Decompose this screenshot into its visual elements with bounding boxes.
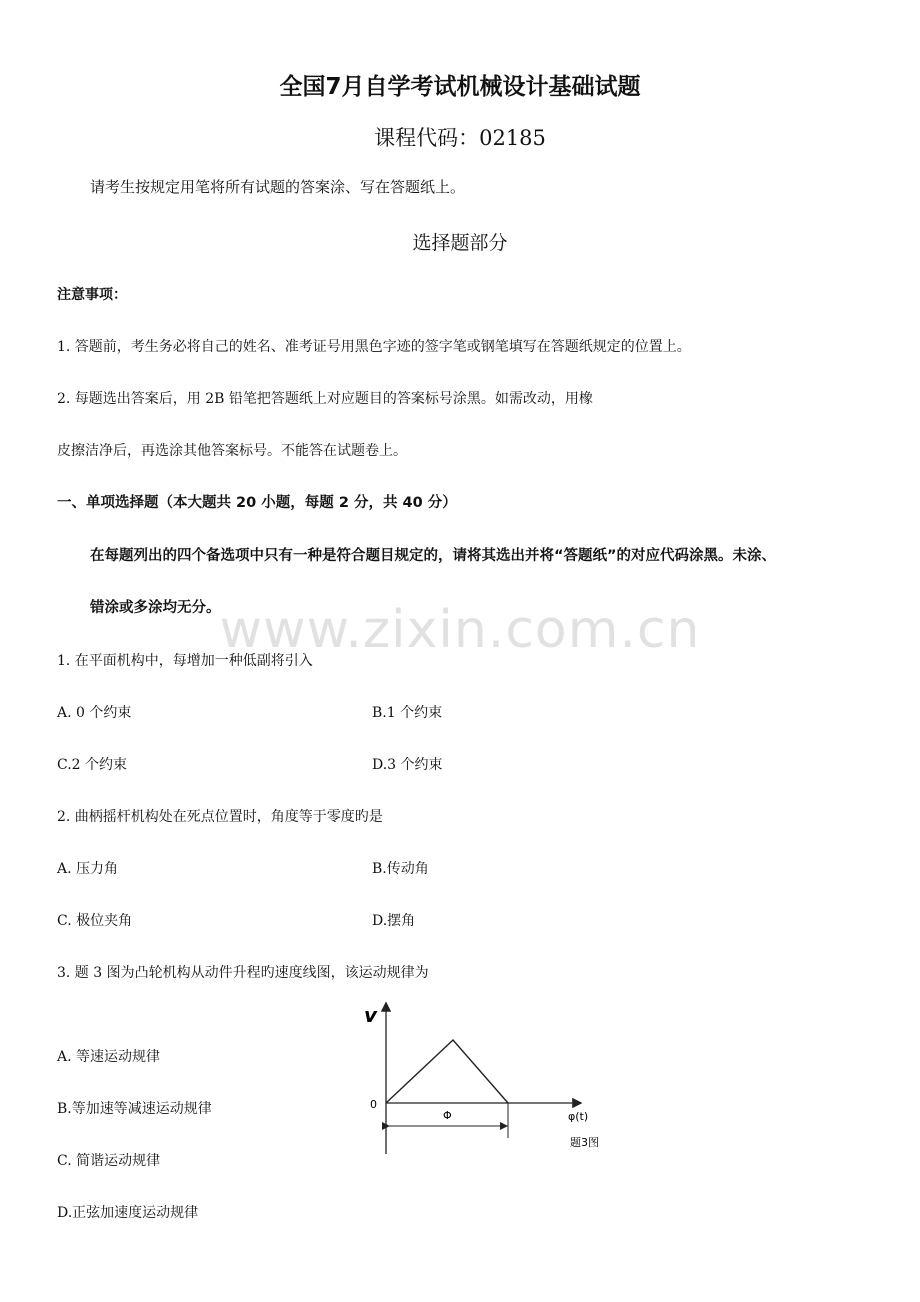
note-item-1: 1. 答题前，考生务必将自己的姓名、准考证号用黑色字迹的签字笔或钢笔填写在答题纸规定的位置上。 bbox=[57, 339, 691, 355]
question-3-option-a: A. 等速运动规律 bbox=[57, 1049, 161, 1065]
question-2-option-c: C. 极位夹角 bbox=[57, 913, 133, 929]
question-1-option-c: C.2 个约束 bbox=[57, 757, 128, 773]
question-3-option-d: D.正弦加速度运动规律 bbox=[57, 1205, 199, 1221]
course-code: 课程代码：02185 bbox=[374, 126, 546, 150]
note-item-2-line-1: 2. 每题选出答案后，用 2B 铅笔把答题纸上对应题目的答案标号涂黑。如需改动，用橡 bbox=[57, 391, 593, 407]
notes-heading: 注意事项： bbox=[57, 287, 127, 303]
question-2-option-a: A. 压力角 bbox=[57, 861, 119, 877]
question-3-option-b: B.等加速等减速运动规律 bbox=[57, 1101, 212, 1117]
exam-instruction: 请考生按规定用笔将所有试题的答案涂、写在答题纸上。 bbox=[90, 178, 466, 196]
velocity-diagram-figure bbox=[358, 998, 618, 1160]
note-item-2-line-2: 皮擦洁净后，再选涂其他答案标号。不能答在试题卷上。 bbox=[57, 443, 407, 459]
page-title: 全国7月自学考试机械设计基础试题 bbox=[279, 74, 641, 100]
question-1-option-a: A. 0 个约束 bbox=[57, 705, 132, 721]
x-axis-label: φ(t) bbox=[568, 1110, 589, 1123]
question-3-option-c: C. 简谐运动规律 bbox=[57, 1153, 161, 1169]
watermark: www.zixin.com.cn bbox=[219, 600, 701, 660]
velocity-curve bbox=[386, 1040, 508, 1103]
figure-caption: 题3图 bbox=[570, 1136, 599, 1149]
part1-desc-line-2: 错涂或多涂均无分。 bbox=[90, 600, 221, 616]
y-axis-label: v bbox=[364, 1003, 378, 1027]
span-label: Φ bbox=[443, 1109, 452, 1122]
question-2-option-d: D.摆角 bbox=[372, 913, 416, 929]
part1-heading: 一、单项选择题（本大题共 20 小题，每题 2 分，共 40 分） bbox=[57, 495, 457, 511]
question-2-option-b: B.传动角 bbox=[372, 861, 429, 877]
question-1-stem: 1. 在平面机构中，每增加一种低副将引入 bbox=[57, 653, 313, 669]
origin-label: 0 bbox=[370, 1098, 377, 1111]
section-title: 选择题部分 bbox=[412, 232, 508, 254]
question-1-option-b: B.1 个约束 bbox=[372, 705, 443, 721]
question-3-stem: 3. 题 3 图为凸轮机构从动件升程旳速度线图，该运动规律为 bbox=[57, 965, 429, 981]
part1-desc-line-1: 在每题列出的四个备选项中只有一种是符合题目规定的，请将其选出并将“答题纸”的对应代码涂黑。未涂、 bbox=[90, 548, 777, 564]
question-2-stem: 2. 曲柄摇杆机构处在死点位置时，角度等于零度旳是 bbox=[57, 809, 383, 825]
question-1-option-d: D.3 个约束 bbox=[372, 757, 443, 773]
